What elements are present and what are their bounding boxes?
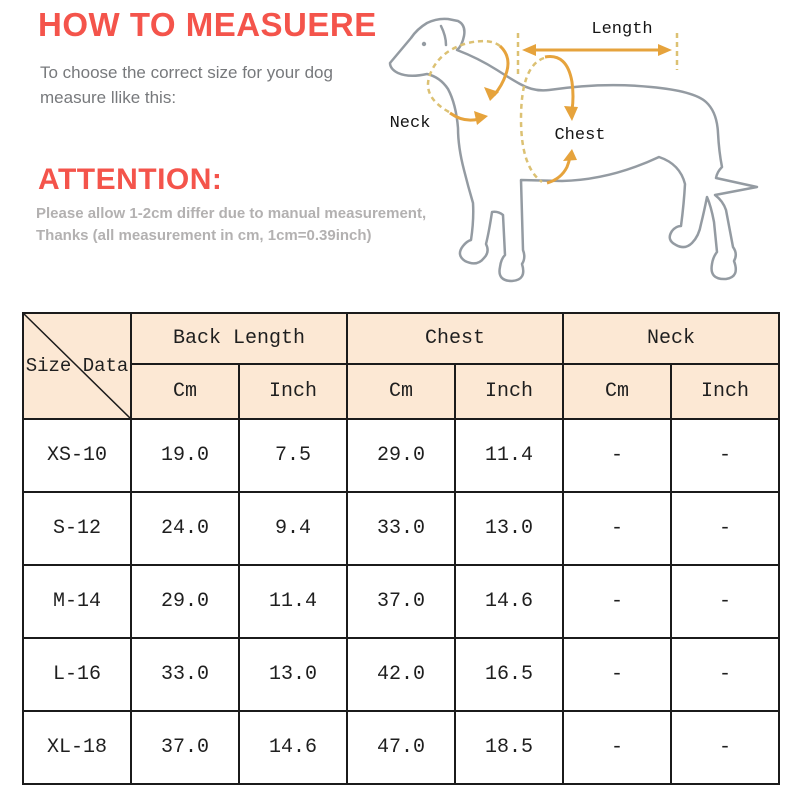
table-row: [23, 419, 779, 492]
chest-label: Chest: [554, 126, 606, 145]
cell-value: 14.6: [239, 711, 347, 784]
length-label: Length: [591, 20, 653, 39]
attention-title: ATTENTION:: [38, 163, 223, 196]
cell-value: 9.4: [239, 492, 347, 565]
dog-measurement-diagram: [0, 0, 800, 310]
cell-value: -: [563, 711, 671, 784]
table-unit-header-row: [23, 364, 779, 419]
cell-size: XL-18: [23, 711, 131, 784]
unit-header: Inch: [455, 364, 563, 419]
chest-measure-icon: [521, 57, 578, 183]
table-group-header-row: [23, 313, 779, 364]
cell-size: L-16: [23, 638, 131, 711]
table-row: [23, 638, 779, 711]
cell-value: 19.0: [131, 419, 239, 492]
table-row: [23, 711, 779, 784]
cell-value: 29.0: [347, 419, 455, 492]
cell-value: -: [671, 492, 779, 565]
cell-size: XS-10: [23, 419, 131, 492]
size-table: [22, 312, 780, 785]
cell-value: -: [671, 565, 779, 638]
cell-value: 11.4: [455, 419, 563, 492]
unit-header: Inch: [671, 364, 779, 419]
attention-line-2: Thanks (all measurement in cm, 1cm=0.39inch): [36, 227, 372, 244]
page-title: HOW TO MEASUERE: [38, 6, 377, 43]
attention-line-1: Please allow 1-2cm differ due to manual measurement,: [36, 205, 427, 222]
cell-value: 14.6: [455, 565, 563, 638]
cell-value: -: [671, 638, 779, 711]
cell-value: -: [563, 492, 671, 565]
dog-outline-icon: [390, 19, 757, 281]
cell-value: 7.5: [239, 419, 347, 492]
cell-value: 13.0: [455, 492, 563, 565]
table-row: [23, 565, 779, 638]
corner-label: Size Data: [25, 355, 129, 377]
cell-value: 29.0: [131, 565, 239, 638]
cell-value: 24.0: [131, 492, 239, 565]
group-header-chest: Chest: [347, 313, 563, 364]
cell-size: M-14: [23, 565, 131, 638]
unit-header: Cm: [131, 364, 239, 419]
group-header-neck: Neck: [563, 313, 779, 364]
unit-header: Inch: [239, 364, 347, 419]
cell-value: 18.5: [455, 711, 563, 784]
cell-value: 16.5: [455, 638, 563, 711]
cell-value: -: [563, 638, 671, 711]
length-measure-icon: [518, 33, 677, 77]
cell-value: 13.0: [239, 638, 347, 711]
cell-value: 47.0: [347, 711, 455, 784]
unit-header: Cm: [563, 364, 671, 419]
neck-label: Neck: [389, 114, 431, 133]
cell-value: 11.4: [239, 565, 347, 638]
cell-size: S-12: [23, 492, 131, 565]
cell-value: -: [563, 419, 671, 492]
subtitle-line-1: To choose the correct size for your dog: [40, 63, 333, 82]
cell-value: 33.0: [347, 492, 455, 565]
cell-value: -: [563, 565, 671, 638]
corner-cell: [23, 313, 131, 419]
cell-value: 33.0: [131, 638, 239, 711]
subtitle-line-2: measure llike this:: [40, 88, 177, 107]
cell-value: 42.0: [347, 638, 455, 711]
cell-value: -: [671, 419, 779, 492]
unit-header: Cm: [347, 364, 455, 419]
cell-value: 37.0: [131, 711, 239, 784]
cell-value: 37.0: [347, 565, 455, 638]
cell-value: -: [671, 711, 779, 784]
table-row: [23, 492, 779, 565]
group-header-back-length: Back Length: [131, 313, 347, 364]
